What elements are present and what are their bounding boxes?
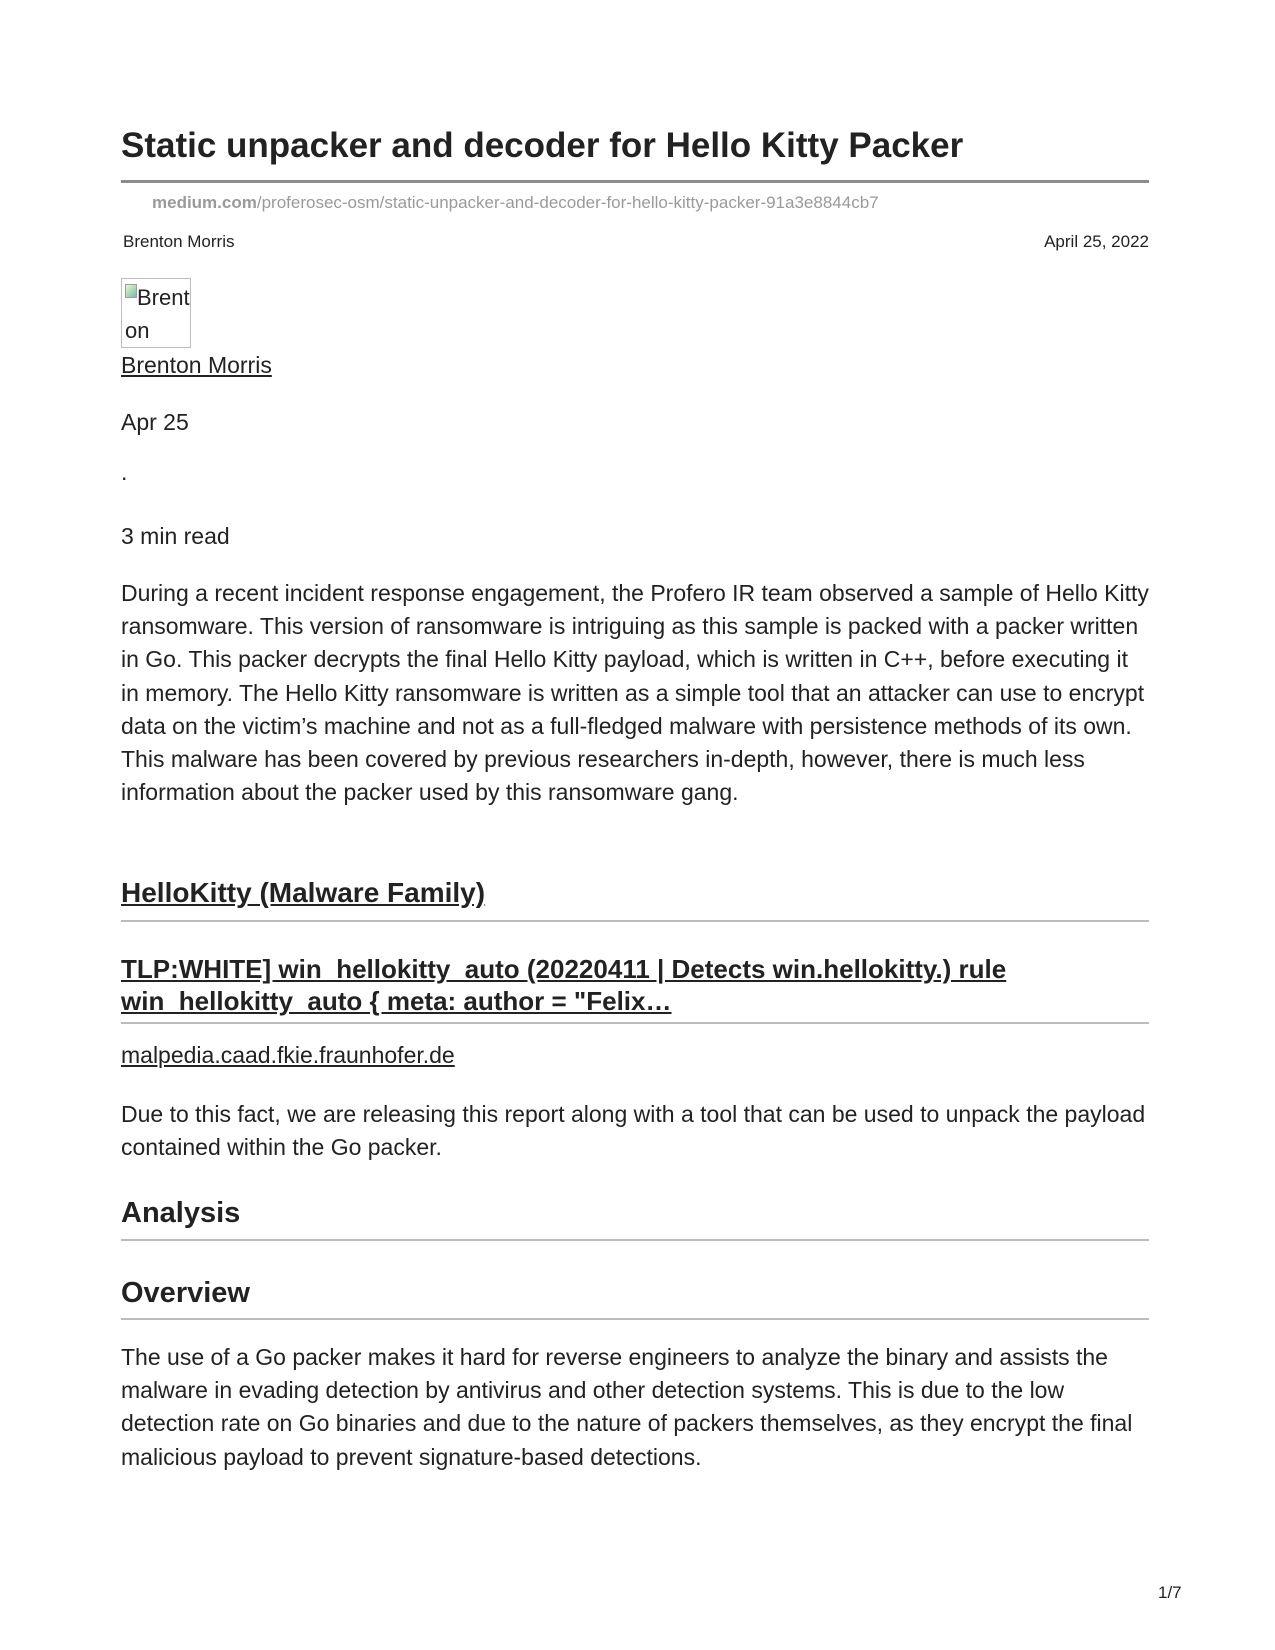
- link-card-subheading[interactable]: TLP:WHITE] win_hellokitty_auto (20220411 | Detects win.hellokitty.) rule win_hellokitty_auto { meta: author = "Felix…: [121, 954, 1007, 1016]
- publish-date: Apr 25: [121, 409, 189, 435]
- link-card-subdivider: [121, 1022, 1149, 1024]
- link-card-domain[interactable]: malpedia.caad.fkie.fraunhofer.de: [121, 1042, 455, 1068]
- read-time: 3 min read: [121, 523, 230, 549]
- article-title: Static unpacker and decoder for Hello Kitty Packer: [121, 126, 964, 165]
- byline-date: April 25, 2022: [1044, 232, 1149, 251]
- author-profile-link[interactable]: Brenton Morris: [121, 352, 272, 378]
- byline-author: Brenton Morris: [123, 232, 235, 251]
- overview-divider: [121, 1318, 1149, 1320]
- analysis-divider: [121, 1239, 1149, 1241]
- release-paragraph: Due to this fact, we are releasing this report along with a tool that can be used to unpack the payload contained within the Go packer.: [121, 1101, 1146, 1161]
- broken-image-icon: [125, 284, 137, 298]
- link-card-divider: [121, 920, 1149, 922]
- link-card-heading[interactable]: HelloKitty (Malware Family): [121, 877, 486, 908]
- source-path: /proferosec-osm/static-unpacker-and-decoder-for-hello-kitty-packer-91a3e8844cb7: [256, 193, 879, 212]
- section-heading-overview: Overview: [121, 1277, 250, 1309]
- source-url: [152, 192, 879, 214]
- title-divider: [121, 180, 1149, 183]
- meta-separator: .: [121, 459, 128, 485]
- intro-paragraph: During a recent incident response engagement, the Profero IR team observed a sample of Hello Kitty ransomware. This version of ransomware is intriguing as this sample is packed with a packer written in Go. This packer decrypts the final Hello Kitty payload, which is written in C++, before executing it in memory. The Hello Kitty ransomware is written as a simple tool that an attacker can use to encrypt data on the victim’s machine and not as a full-fledged malware with persistence methods of its own. This malware has been covered by previous researchers in-depth, however, there is much less information about the packer used by this ransomware gang.: [121, 580, 1149, 806]
- author-avatar: [121, 278, 191, 348]
- section-heading-analysis: Analysis: [121, 1197, 241, 1229]
- avatar-alt-text: Brenton: [125, 285, 190, 343]
- overview-paragraph: The use of a Go packer makes it hard for reverse engineers to analyze the binary and assists the malware in evading detection by antivirus and other detection systems. This is due to the low detection rate on Go binaries and due to the nature of packers themselves, as they encrypt the final malicious payload to prevent signature-based detections.: [121, 1344, 1133, 1470]
- page-number: 1/7: [1158, 1583, 1182, 1602]
- source-domain: medium.com: [152, 193, 257, 212]
